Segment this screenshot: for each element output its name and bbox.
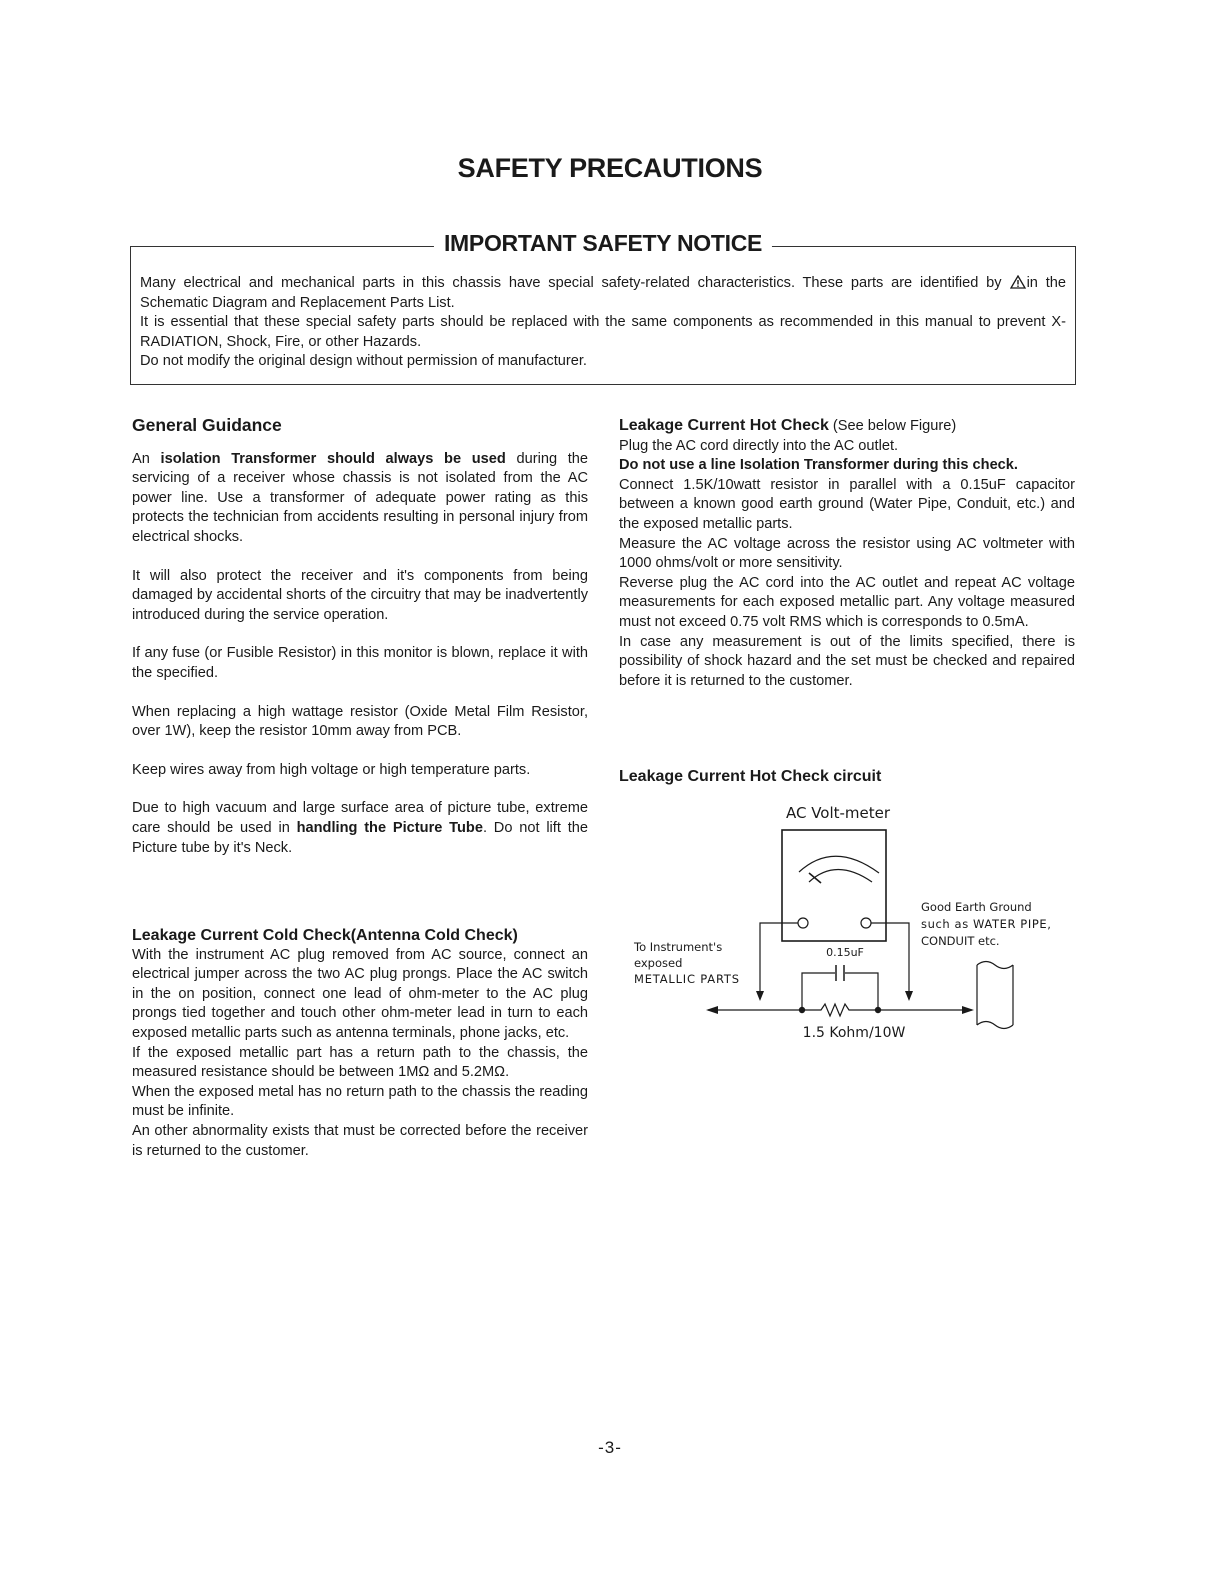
cap-branch-right xyxy=(845,973,878,1010)
notice-paragraph-1 xyxy=(140,274,1066,313)
arrow-right-end xyxy=(962,1006,974,1014)
cap-branch-left xyxy=(802,973,835,1010)
cold-check-paragraph-4: An other abnormality exists that must be corrected before the receiver is returned to the customer. xyxy=(132,1122,588,1159)
cold-check-paragraph-3: When the exposed metal has no return path to the chassis the reading must be infinite. xyxy=(132,1083,588,1120)
capacitor-label: 0.15uF xyxy=(826,946,864,959)
hot-check-circuit-diagram xyxy=(600,795,1080,1055)
arrow-down-right xyxy=(905,991,913,1001)
cold-check-heading: Leakage Current Cold Check(Antenna Cold Check) xyxy=(132,927,518,944)
meter-scale xyxy=(799,856,879,873)
left-label-1: To Instrument's xyxy=(634,940,723,954)
general-paragraph-1 xyxy=(132,450,588,548)
pipe-top xyxy=(977,962,1013,969)
notice-p1a: Many electrical and mechanical parts in this chassis have special safety-related characteristics. These parts are identified by xyxy=(140,275,1002,291)
hot-check-paragraph-6: In case any measurement is out of the limits specified, there is possibility of shock hazard and the set must be checked and repaired before it is returned to the customer. xyxy=(619,633,1075,689)
notice-paragraph-3: Do not modify the original design without permission of manufacturer. xyxy=(140,353,587,369)
wire-right xyxy=(871,923,909,997)
circuit-heading-wrap xyxy=(619,767,1075,787)
general-paragraph-2: It will also protect the receiver and it's components from being damaged by accidental shorts of the circuitry that may be inadvertently introduced during the service operation. xyxy=(132,567,588,623)
general-p6-post: . Do not lift the Picture tube by it's Neck. xyxy=(132,819,588,856)
important-notice-box xyxy=(130,230,1076,385)
hot-check-paragraph-4: Measure the AC voltage across the resistor using AC voltmeter with 1000 ohms/volt or more sensitivity. xyxy=(619,535,1075,572)
pipe-bottom xyxy=(977,1022,1013,1029)
meter-terminal-right xyxy=(861,918,871,928)
hot-check-paragraph-1: Plug the AC cord directly into the AC outlet. xyxy=(619,437,899,454)
page-title: SAFETY PRECAUTIONS xyxy=(457,153,763,183)
pipe-body xyxy=(977,965,1013,1025)
hot-check-heading: Leakage Current Hot Check xyxy=(619,417,829,434)
notice-p1b: in the Schematic Diagram and Replacement Parts List. xyxy=(140,275,1066,311)
left-label-2: exposed xyxy=(634,956,683,970)
right-label-2: such as WATER PIPE, xyxy=(921,917,1052,931)
hot-check-paragraph-5: Reverse plug the AC cord into the AC outlet and repeat AC voltage measurements for each exposed metallic part. Any voltage measured must not exceed 0.75 volt RMS which is corresponds to 0.5mA. xyxy=(619,574,1075,630)
general-p6-pre: Due to high vacuum and large surface area of picture tube, extreme care should be used in xyxy=(132,800,588,836)
general-p1-pre: An xyxy=(132,450,161,467)
general-paragraph-5: Keep wires away from high voltage or high temperature parts. xyxy=(132,761,531,778)
cold-check-section xyxy=(132,926,588,1161)
general-p1-post: during the servicing of a receiver whose chassis is not isolated from the AC power line. Use a transformer of adequate power rating as this protects the technician from accidents resulting in personal injury from electrical shocks. xyxy=(132,450,589,545)
left-label-3: METALLIC PARTS xyxy=(634,972,740,986)
page-number: -3- xyxy=(598,1438,622,1457)
general-paragraph-4: When replacing a high wattage resistor (Oxide Metal Film Resistor, over 1W), keep the resistor 10mm away from PCB. xyxy=(132,703,588,740)
hot-check-section xyxy=(619,416,1075,691)
junction-right xyxy=(875,1007,881,1013)
resistor xyxy=(802,1004,878,1016)
junction-left xyxy=(799,1007,805,1013)
notice-text xyxy=(140,274,1066,372)
arrow-down-left xyxy=(756,991,764,1001)
general-guidance-section xyxy=(132,416,588,858)
notice-title: IMPORTANT SAFETY NOTICE xyxy=(434,230,772,257)
meter-label: AC Volt-meter xyxy=(785,804,891,822)
hot-check-heading-line xyxy=(619,416,1075,437)
general-p6-bold: handling the Picture Tube xyxy=(296,819,483,836)
hot-check-paragraph-3: Connect 1.5K/10watt resistor in parallel with a 0.15uF capacitor between a known good earth ground (Water Pipe, Conduit, etc.) and the exposed metallic parts. xyxy=(619,476,1075,532)
general-p1-bold: isolation Transformer should always be used xyxy=(160,450,506,467)
general-guidance-heading: General Guidance xyxy=(132,415,282,435)
meter-terminal-left xyxy=(798,918,808,928)
arrow-left-end xyxy=(706,1006,718,1014)
general-paragraph-6 xyxy=(132,799,588,858)
warning-triangle-icon xyxy=(1010,275,1026,289)
right-label-1: Good Earth Ground xyxy=(921,900,1032,914)
general-paragraph-3: If any fuse (or Fusible Resistor) in this monitor is blown, replace it with the specified. xyxy=(132,645,588,681)
notice-paragraph-2: It is essential that these special safety parts should be replaced with the same components as recommended in this manual to prevent X-RADIATION, Shock, Fire, or other Hazards. xyxy=(140,314,1066,350)
cold-check-paragraph-1: With the instrument AC plug removed from AC source, connect an electrical jumper across the two AC plug prongs. Place the AC switch in the on position, connect one lead of ohm-meter to the AC plug prongs tied together and touch other ohm-meter lead in turn to each exposed metallic parts such as antenna terminals, phone jacks, etc. xyxy=(132,946,588,1041)
resistor-label: 1.5 Kohm/10W xyxy=(802,1025,906,1041)
circuit-heading: Leakage Current Hot Check circuit xyxy=(619,768,882,785)
wire-left xyxy=(760,923,798,997)
hot-check-warning: Do not use a line Isolation Transformer during this check. xyxy=(619,457,1018,474)
cold-check-paragraph-2: If the exposed metallic part has a return path to the chassis, the measured resistance should be between 1MΩ and 5.2MΩ. xyxy=(132,1044,588,1081)
hot-check-heading-note: (See below Figure) xyxy=(828,418,957,434)
right-label-3: CONDUIT etc. xyxy=(921,934,1000,948)
